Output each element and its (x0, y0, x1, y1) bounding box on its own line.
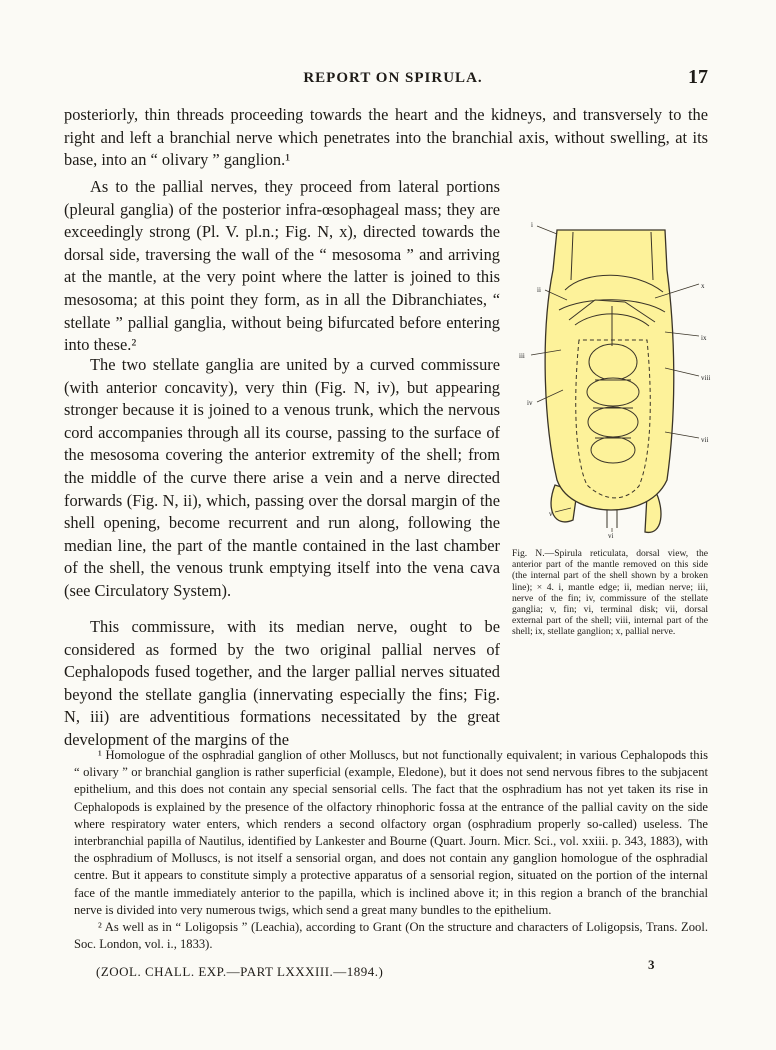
body-paragraph-4: This commissure, with its median nerve, ought to be considered as formed by the two original pallial nerves of Cephalopods fused together, and the larger pallial nerves situated beyond the stellate ganglia (innervating especially the fins; Fig. N, iii) are adventitious formations necessitated by the great development of the margins of the (64, 617, 500, 749)
body-paragraph-3: The two stellate ganglia are united by a curved commissure (with anterior concavity), very thin (Fig. N, iv), but appearing stronger because it is joined to a venous trunk, which the nervous cord accompanies through all its course, passing to the surface of the mesosoma covering the anterior extremity of the shell; from the middle of the curve there arise a vein and a nerve directed forwards (Fig. N, ii), which, passing over the dorsal margin of the shell opening, become recurrent and run along, following the median line, the part of the mantle contained in the last chamber of the shell, the venous trunk emptying itself into the vena cava (see Circulatory System). (64, 355, 500, 600)
figure-caption: Fig. N.—Spirula reticulata, dorsal view, the anterior part of the mantle removed on this side (the internal part of the shell shown by a broken line); × 4. i, mantle edge; ii, median nerve; iii, nerve of the fin; iv, commissure of the stellate ganglia; v, fin; vi, terminal disk; vii, dorsal external part of the shell; viii, internal part of the shell; ix, stellate ganglion; x, pallial nerve. (512, 548, 708, 638)
figure-label-x: x (701, 282, 705, 290)
figure-label-ii: ii (537, 286, 541, 294)
figure-label-iii: iii (519, 352, 525, 360)
running-title: REPORT ON SPIRULA. (303, 70, 483, 86)
publication-footer: (ZOOL. CHALL. EXP.—PART LXXXIII.—1894.) (96, 964, 384, 979)
body-paragraph-2: As to the pallial nerves, they proceed from lateral portions (pleural ganglia) of the posterior infra-œsophageal mass; they are exceedingly strong (Pl. V. pl.n.; Fig. N, x), directed towards the dorsal side, traversing the wall of the “ mesosoma ” and arriving at the mantle, at the very point where the latter is joined to this mesosoma; at this point they form, as in all the Dibranchiates, “ stellate ” pallial ganglia, without being bifurcated before entering into these.² (64, 177, 500, 355)
figure-label-v: v (549, 510, 553, 518)
body-paragraph-1: posteriorly, thin threads proceeding towards the heart and the kidneys, and transversely to the right and left a branchial nerve which penetrates into the branchial axis, without swelling, at its base, into an “ olivary ” ganglion.¹ (64, 105, 708, 170)
figure-label-vii: vii (701, 436, 709, 444)
figure-label-i: i (531, 221, 533, 229)
footnotes (74, 747, 708, 953)
footnote-1: ¹ Homologue of the osphradial ganglion of other Molluscs, but not functionally equivalent; in various Cephalopods this “ olivary ” or branchial ganglion is rather superficial (example, Eledone), but it does not send nervous fibres to the subjacent epithelium, and this does not contain any special sensorial cells. The fact that the osphradium has not yet taken its rise in Cephalopods is explained by the presence of the olfactory rhinophoric fossa at the entrance of the pallial cavity on the side where respiratory water enters, which renders a second olfactory organ (osphradium properly so-called) useless. The interbranchial papilla of Nautilus, identified by Lankester and Bourne (Quart. Journ. Micr. Sci., vol. xxiii. p. 343, 1883), with the osphradium of Molluscs, is not itself a sensorial organ, and does not contain any ganglion homologue of the osphradial centre. But it appears to constitute simply a protective apparatus of a sensorial region, situated on the portion of the internal face of the mantle immediately anterior to the papilla, which is inclined above it; in this region a branch of the branchial nerve is divided into very numerous twigs, which send a great many bundles to the epithelium. (74, 748, 708, 917)
footnote-2: ² As well as in “ Loligopsis ” (Leachia), according to Grant (On the structure and characters of Loligopsis, Trans. Zool. Soc. London, vol. i., 1833). (74, 920, 708, 952)
figure-label-viii: viii (701, 374, 711, 382)
figure-label-ix: ix (701, 334, 707, 342)
running-header (78, 66, 708, 94)
figure-label-iv: iv (527, 399, 533, 407)
figure-n-spirula-diagram (515, 210, 715, 538)
page-number: 17 (688, 66, 708, 88)
figure-label-vi: vi (608, 532, 614, 538)
signature-mark: 3 (648, 957, 655, 972)
